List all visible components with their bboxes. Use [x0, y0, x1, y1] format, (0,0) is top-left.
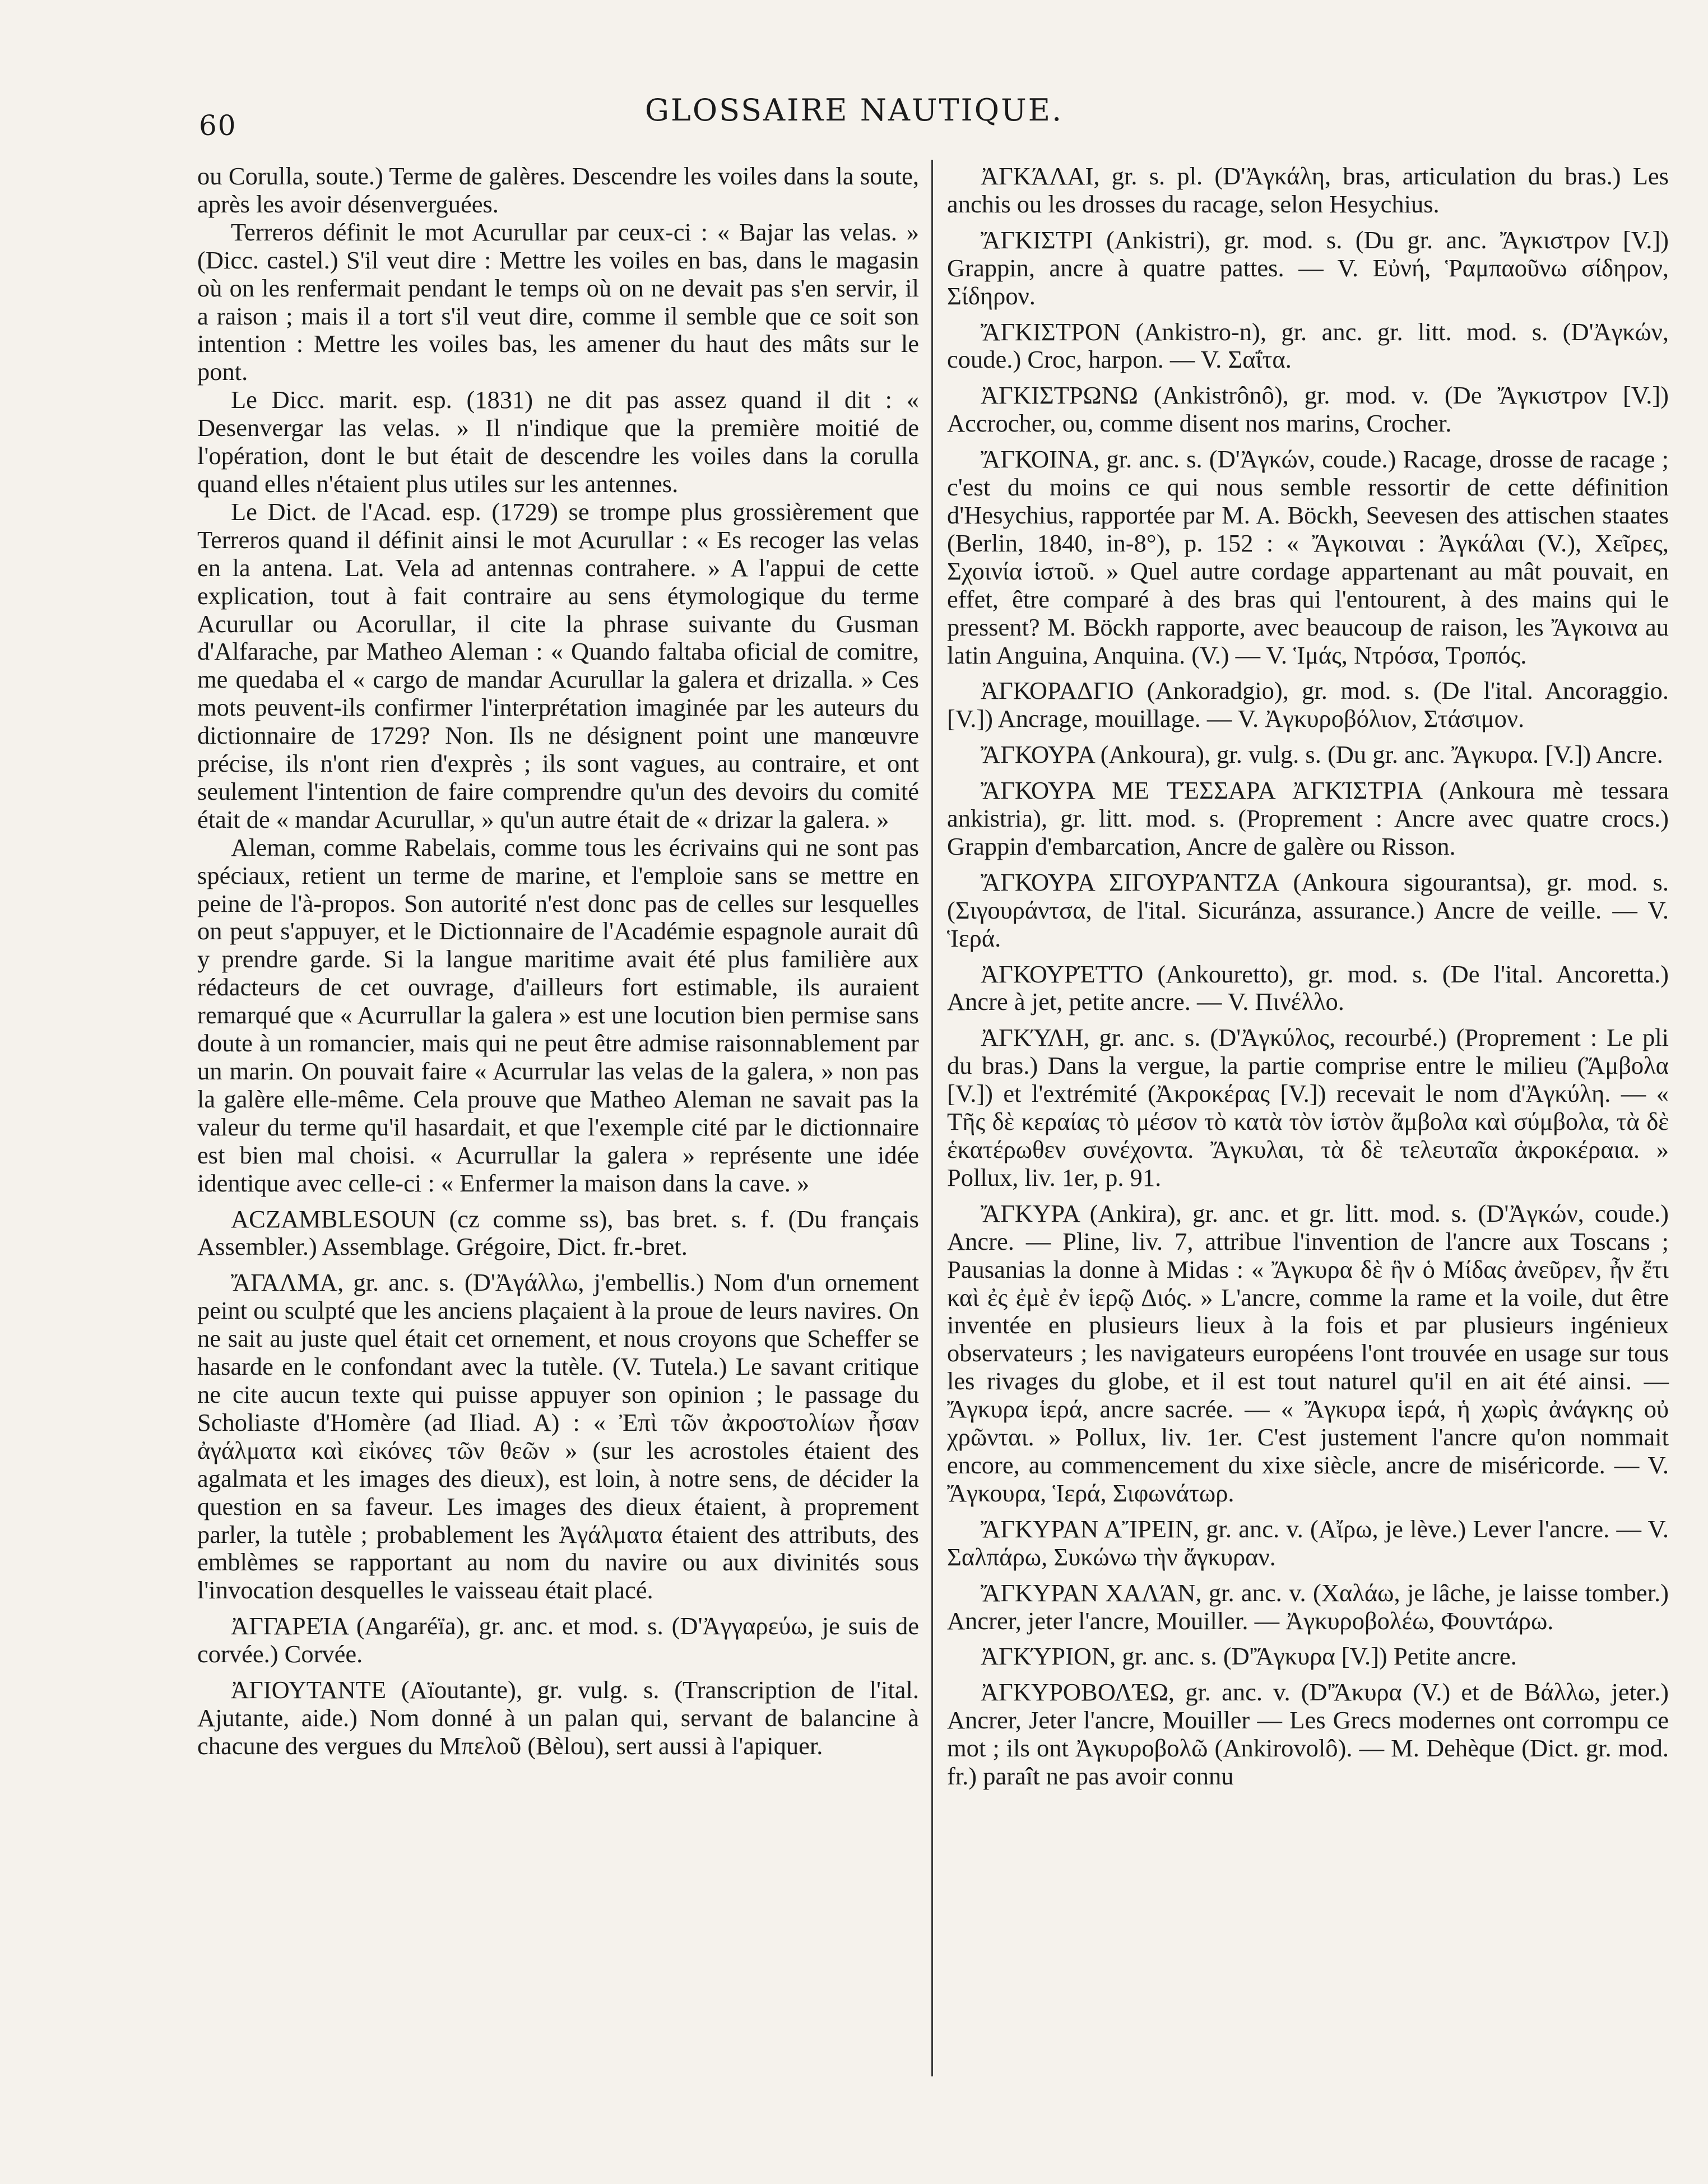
paragraph-terreros: Terreros définit le mot Acurullar par ceux-ci : « Bajar las velas. » (Dicc. castel.) S'il veut dire : Mettre les voiles en bas, dans le magasin où on les renfermait pendant le temps où on ne devait pas s'en servir, il a raison ; mais il a tort s'il veut dire, comme il semble que ce soit son intention : Mettre les voiles bas, les amener du haut des mâts sur le pont.: [197, 217, 919, 386]
running-title: GLOSSAIRE NAUTIQUE.: [644, 92, 1064, 128]
left-column: [197, 163, 919, 1760]
paragraph-dicc-marit: Le Dicc. marit. esp. (1831) ne dit pas assez quand il dit : « Desenvergar las velas. » Il n'indique que la première moitié de l'opération, dont le but était de descendre les voiles dans la corulla quand elles n'étaient plus utiles sur les antennes.: [197, 386, 919, 498]
entry-agkyle: ἈΓΚΎΛΗ, gr. anc. s. (D'Ἀγκύλος, recourbé.) (Proprement : Le pli du bras.) Dans la vergue, la partie comprise entre le milieu (Ἄμβολα [V.]) et l'extrémité (Ἀκροκέρας [V.]) recevait le nom d'Ἀγκύλη. — « Τῆς δὲ κεραίας τὸ μέσον τὸ κατὰ τὸν ἱστὸν ἄμβολα καὶ σύμβολα, τὰ δὲ ἑκατέρωθεν συνέχοντα. Ἄγκυλαι, τὰ δὲ τελευταῖα ἀκροκέραια. » Pollux, liv. 1er, p. 91.: [947, 1023, 1669, 1191]
entry-agkyra: ἌΓΚΥΡΑ (Ankira), gr. anc. et gr. litt. mod. s. (D'Ἀγκών, coude.) Ancre. — Pline, liv. 7, attribue l'invention de l'ancre aux Toscans ; Pausanias la donne à Midas : « Ἄγκυρα δὲ ἣν ὁ Μίδας ἀνεῦρεν, ἦν ἔτι καὶ ἐς ἐμὲ ἐν ἱερῷ Διός. » L'ancre, comme la rame et la voile, dut être inventée en plusieurs lieux à la fois et par plusieurs ingénieux observateurs ; les navigateurs européens l'ont trouvée en usage sur tous les rivages du globe, et il est tout naturel qu'il en ait été ainsi. — Ἄγκυρα ἱερά, ancre sacrée. — « Ἄγκυρα ἱερά, ἡ χωρὶς ἀνάγκης οὐ χρῶνται. » Pollux, liv. 1er. C'est justement l'ancre qu'on nommait encore, au commencement du xixe siècle, ancre de miséricorde. — V. Ἄγκουρα, Ἱερά, Σιφωνάτωρ.: [947, 1199, 1669, 1507]
entry-agioutante: ἈΓΙΟΥΤΑΝΤΕ (Aïoutante), gr. vulg. s. (Transcription de l'ital. Ajutante, aide.) Nom donné à un palan qui, servant de balancine à chacune des vergues du Μπελοῦ (Bèlou), sert aussi à l'apiquer.: [197, 1676, 919, 1760]
entry-agkistrono: ἈΓΚΙΣΤΡΩΝΩ (Ankistrônô), gr. mod. v. (De Ἄγκιστρον [V.]) Accrocher, ou, comme disent nos marins, Crocher.: [947, 381, 1669, 438]
entry-agkyran-chalan: ἌΓΚΥΡΑΝ ΧΑΛΆΝ, gr. anc. v. (Χαλάω, je lâche, je laisse tomber.) Ancrer, jeter l'ancre, Mouiller. — Ἀγκυροβολέω, Φουντάρω.: [947, 1578, 1669, 1635]
page-number: 60: [199, 109, 237, 142]
entry-agkyrion: ἈΓΚΎΡΙΟΝ, gr. anc. s. (D'Ἄγκυρα [V.]) Petite ancre.: [981, 1642, 1517, 1671]
entry-agkistri: ἌΓΚΙΣΤΡΙ (Ankistri), gr. mod. s. (Du gr. anc. Ἄγκιστρον [V.]) Grappin, ancre à quatre pattes. — V. Εὐνή, Ῥαμπαοῦνω σίδηρον, Σίδηρον.: [947, 225, 1669, 310]
entry-agkyran-airein: ἌΓΚΥΡΑΝ ΑἼΡΕΙΝ, gr. anc. v. (Αἴρω, je lève.) Lever l'ancre. — V. Σαλπάρω, Συκώνω τὴν ἄγκυραν.: [947, 1514, 1669, 1571]
entry-agkalai: ἈΓΚΆΛΑΙ, gr. s. pl. (D'Ἀγκάλη, bras, articulation du bras.) Les anchis ou les drosses du racage, selon Hesychius.: [947, 162, 1669, 218]
entry-agkoura: ἌΓΚΟΥΡΑ (Ankoura), gr. vulg. s. (Du gr. anc. Ἄγκυρα. [V.]) Ancre.: [981, 740, 1663, 769]
right-column: [947, 163, 1669, 1791]
entry-agkyroboleo: ἈΓΚΥΡΟΒΟΛΈΩ, gr. anc. v. (D'Ἄκυρα (V.) et de Βάλλω, jeter.) Ancrer, Jeter l'ancre, Mouiller — Les Grecs modernes ont corrompu ce mot ; ils ont Ἀγκυροβολῶ (Ankirovolô). — M. Dehèque (Dict. gr. mod. fr.) paraît ne pas avoir connu: [947, 1678, 1669, 1791]
entry-agkoura-sigourantza: ἌΓΚΟΥΡΑ ΣΙΓΟΥΡΆΝΤΖΑ (Ankoura sigourantsa), gr. mod. s. (Σιγουράντσα, de l'ital. Sicuránza, assurance.) Ancre de veille. — V. Ἱερά.: [947, 868, 1669, 952]
paragraph-aleman: Aleman, comme Rabelais, comme tous les écrivains qui ne sont pas spéciaux, retient un terme de marine, et l'emploie sans se mettre en peine de l'à-propos. Son autorité n'est donc pas de celles sur lesquelles on peut s'appuyer, et le Dictionnaire de l'Académie espagnole aurait dû y prendre garde. Si la langue maritime avait été plus familière aux rédacteurs de cet ouvrage, d'ailleurs fort estimable, ils auraient remarqué que « Acurrullar la galera » est une locution bien permise sans doute à un romancier, mais qui ne peut être admise raisonnablement par un marin. On pouvait faire « Acurrular las velas de la galera, » non pas la galère elle-même. Cela prouve que Matheo Aleman ne savait pas la valeur du terme qu'il hasardait, et que l'exemple cité par le dictionnaire est bien mal choisi. « Acurrullar la galera » représente une idée identique avec celle-ci : « Enfermer la maison dans la cave. »: [197, 833, 919, 1197]
column-divider: [931, 160, 933, 2076]
continued-entry-text: ou Corulla, soute.) Terme de galères. Descendre les voiles dans la soute, après les avoir désenverguées.: [197, 162, 919, 218]
paragraph-dict-acad: Le Dict. de l'Acad. esp. (1729) se trompe plus grossièrement que Terreros quand il définit ainsi le mot Acurullar : « Es recoger las velas en la antena. Lat. Vela ad antennas contrahere. » A l'appui de cette explication, tout à fait contraire au sens étymologique du terme Acurullar ou Acorullar, il cite la phrase suivante du Gusman d'Alfarache, par Matheo Aleman : « Quando faltaba oficial de comitre, me quedaba el « cargo de mandar Acurullar la galera et drizalla. » Ces mots peuvent-ils confirmer l'interprétation imaginée par les auteurs du dictionnaire de 1729? Non. Ils ne désignent point une manœuvre précise, ils n'ont rien d'exprès ; ils sont vagues, au contraire, et ont seulement l'intention de faire comprendre qu'un des devoirs du comité était de « mandar Acurullar, » qu'un autre était de « drizar la galera. »: [197, 497, 919, 833]
entry-agkoradgio: ἈΓΚΟΡΑΔΓΙΟ (Ankoradgio), gr. mod. s. (De l'ital. Ancoraggio. [V.]) Ancrage, mouillage. — V. Ἀγκυροβόλιον, Στάσιμον.: [947, 676, 1669, 733]
entry-agalma: ἌΓΑΛΜΑ, gr. anc. s. (D'Ἀγάλλω, j'embellis.) Nom d'un ornement peint ou sculpté que les anciens plaçaient à la proue de leurs navires. On ne sait au juste quel était cet ornement, et nous croyons que Scheffer se hasarde en le confondant avec la tutèle. (V. Tutela.) Le savant critique ne cite aucun texte qui puisse appuyer son opinion ; le passage du Scholiaste d'Homère (ad Iliad. A) : « Ἐπὶ τῶν ἀκροστολίων ἦσαν ἀγάλματα καὶ εἰκόνες τῶν θεῶν » (sur les acrostoles étaient des agalmata et les images des dieux), est loin, à notre sens, de décider la question en sa faveur. Les images des dieux étaient, à proprement parler, la tutèle ; probablement les Ἀγάλματα étaient des attributs, des emblèmes se rapportant au nom du navire ou aux divinités sous l'invocation desquelles le vaisseau était placé.: [197, 1268, 919, 1605]
entry-agkoina: ἌΓΚΟΙΝΑ, gr. anc. s. (D'Ἀγκών, coude.) Racage, drosse de racage ; c'est du moins ce qui nous semble ressortir de cette définition d'Hesychius, rapportée par M. A. Böckh, Seevesen des attischen staates (Berlin, 1840, in-8°), p. 152 : « Ἄγκοιναι : Ἀγκάλαι (V.), Χεῖρες, Σχοινία ἱστοῦ. » Quel autre cordage appartenant au mât pouvait, en effet, être comparé à des bras qui l'entourent, à des mains qui le pressent? M. Böckh rapporte, avec beaucoup de raison, les Ἄγκοινα au latin Anguina, Anquina. (V.) — V. Ἱμάς, Ντρόσα, Τροπός.: [947, 445, 1669, 669]
entry-agkouretto: ἈΓΚΟΥΡΈΤΤΟ (Ankouretto), gr. mod. s. (De l'ital. Ancoretta.) Ancre à jet, petite ancre. — V. Πινέλλο.: [947, 959, 1669, 1016]
entry-aggareia: ἈΓΓΑΡΕΊΑ (Angaréïa), gr. anc. et mod. s. (D'Ἀγγαρεύω, je suis de corvée.) Corvée.: [197, 1612, 919, 1668]
entry-aczamblesoun: ACZAMBLESOUN (cz comme ss), bas bret. s. f. (Du français Assembler.) Assemblage. Grégoire, Dict. fr.-bret.: [197, 1204, 919, 1261]
entry-agkistron: ἌΓΚΙΣΤΡΟΝ (Ankistro-n), gr. anc. gr. litt. mod. s. (D'Ἀγκών, coude.) Croc, harpon. — V. Σαΐτα.: [947, 317, 1669, 374]
entry-agkoura-me-tessara: ἌΓΚΟΥΡΑ ΜΕ ΤΈΣΣΑΡΑ ἈΓΚΊΣΤΡΙΑ (Ankoura mè tessara ankistria), gr. litt. mod. s. (Proprement : Ancre avec quatre crocs.) Grappin d'embarcation, Ancre de galère ou Risson.: [947, 776, 1669, 860]
